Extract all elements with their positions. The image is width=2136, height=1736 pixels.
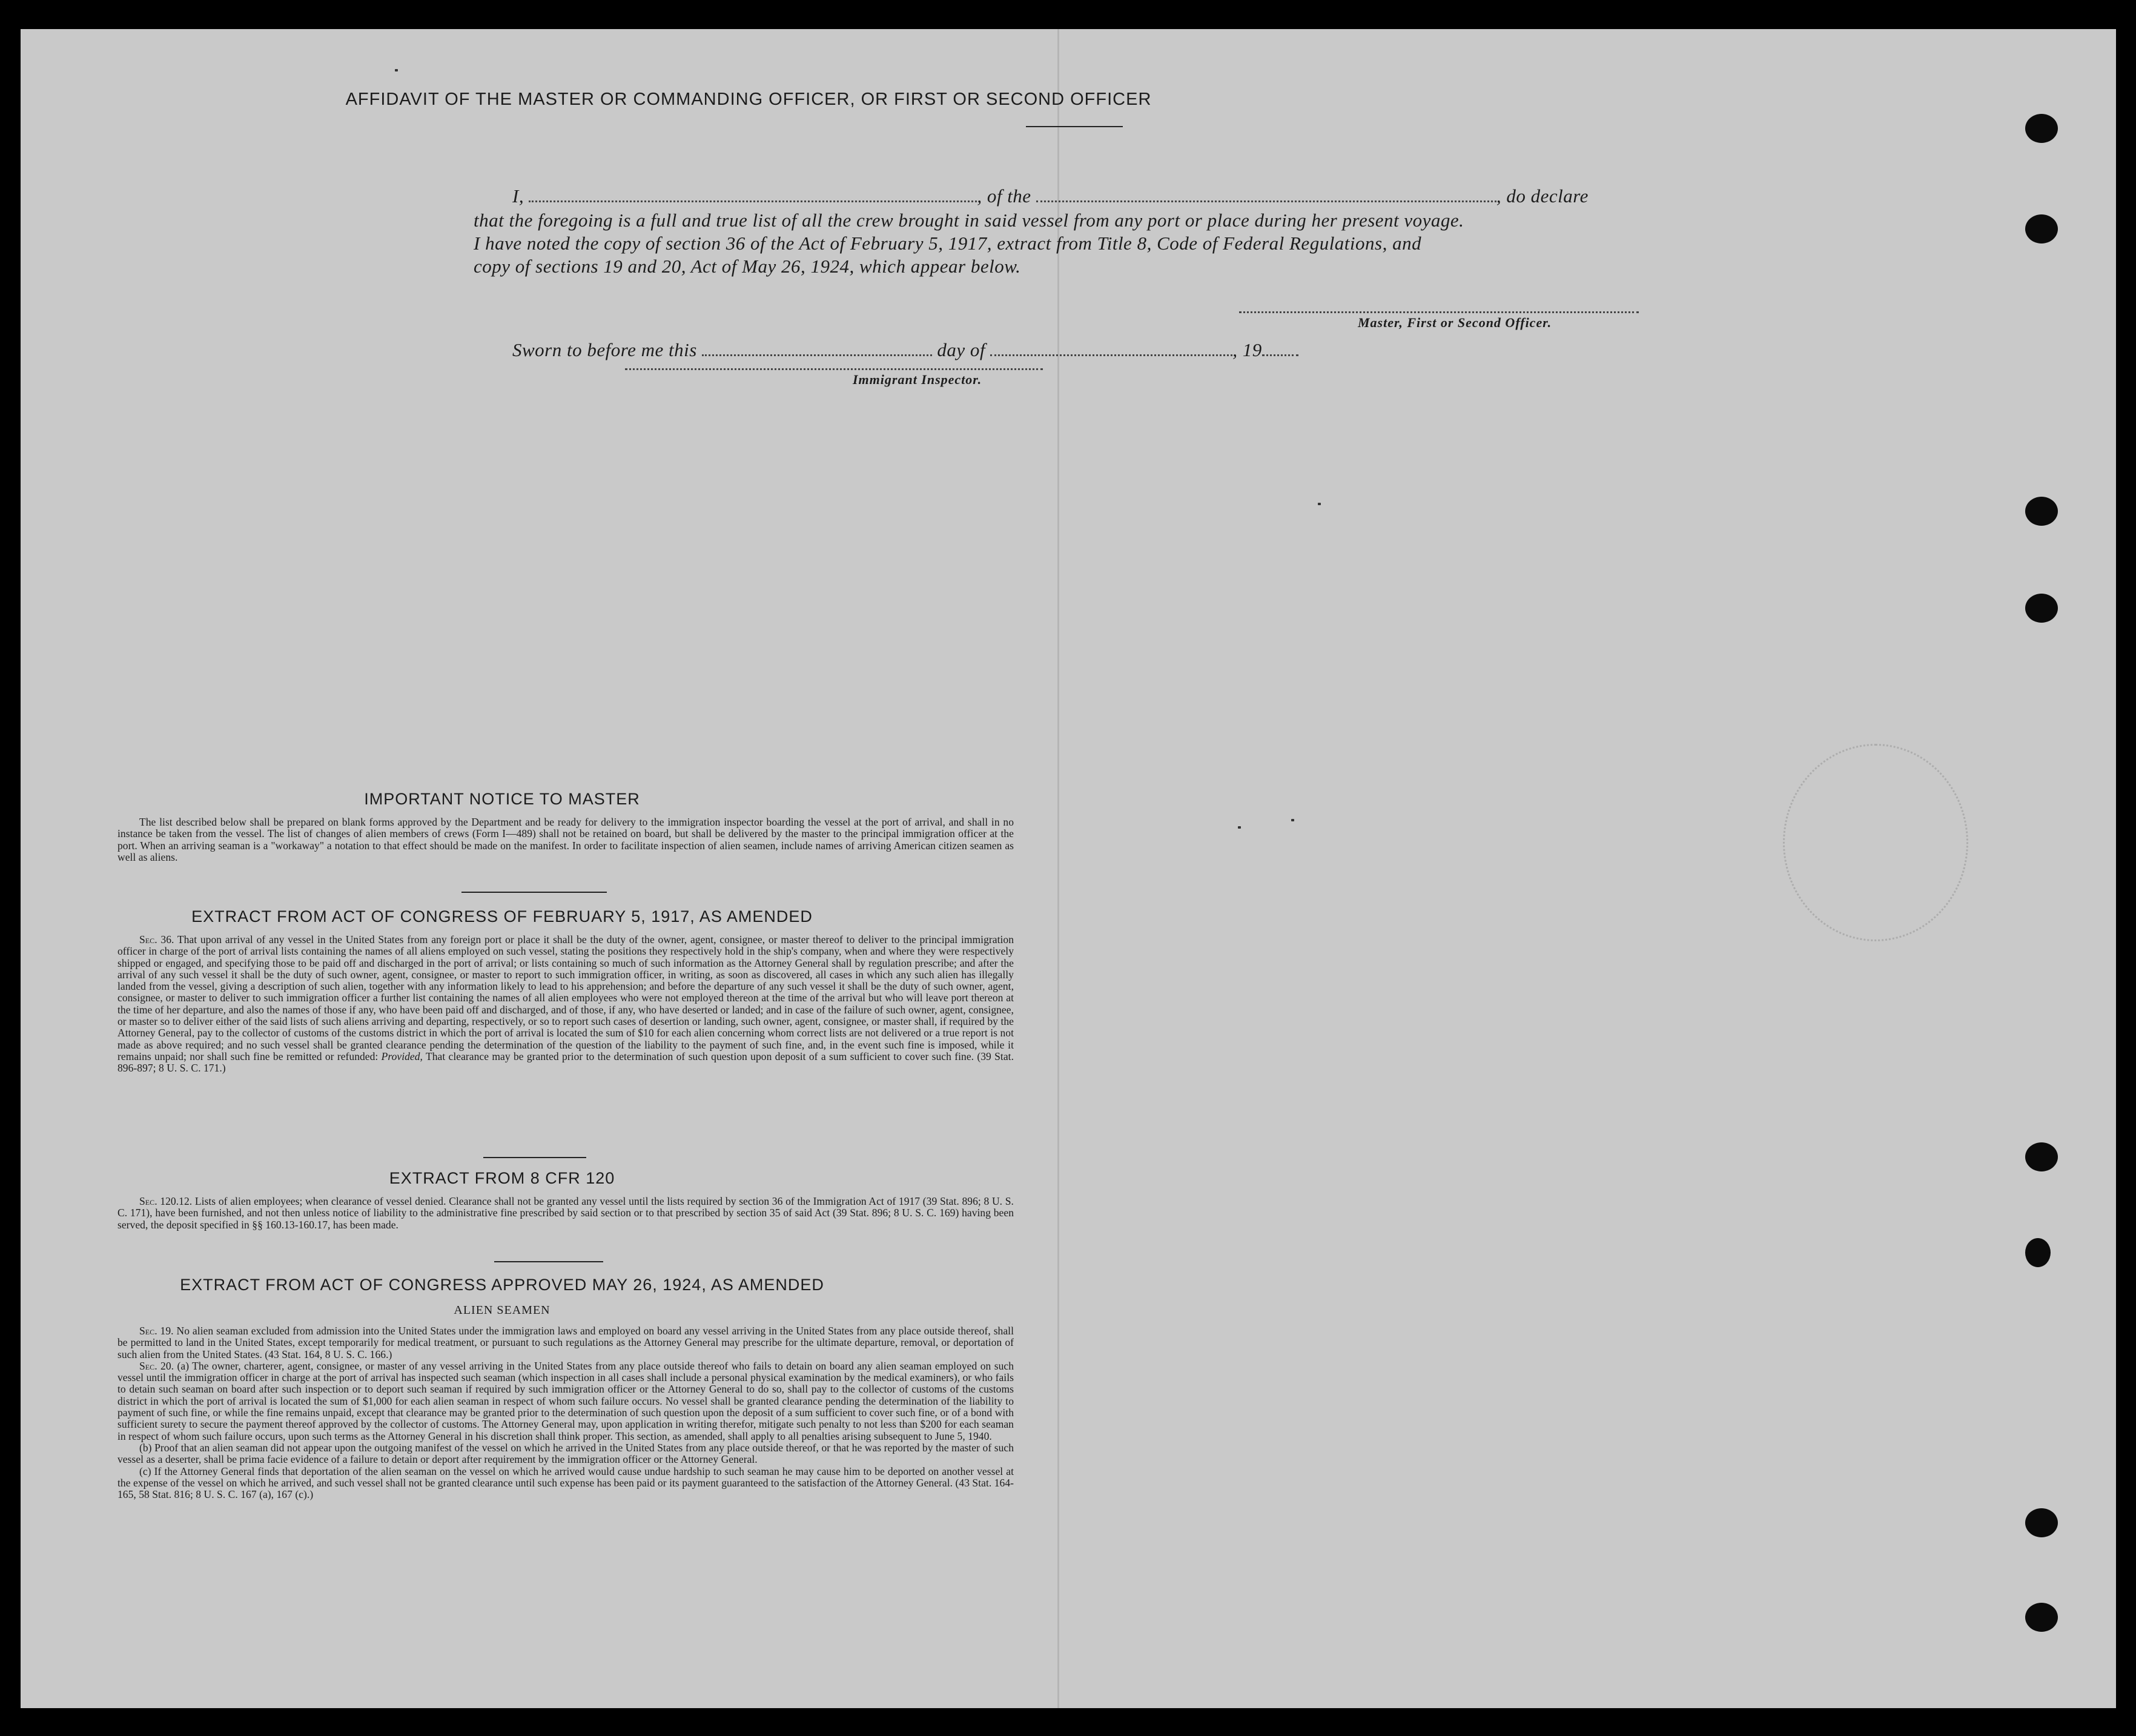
alien-seamen-subheading: ALIEN SEAMEN <box>454 1304 551 1317</box>
section-120-12-paragraph <box>117 1196 1014 1231</box>
punch-hole <box>2025 1603 2058 1632</box>
declaration-i: I, <box>512 185 524 207</box>
year-field-line <box>1262 354 1298 356</box>
proviso-word: Provided, <box>381 1050 423 1062</box>
divider <box>483 1157 586 1158</box>
section-120-12-text: Lists of alien employees; when clearance of vessel denied. Clearance shall not be granted any vessel until the lists required by section 36 of the Immigration Act of 1917 (39 Stat. 896; 8 U. S. C. 171), have been furnished, and not then unless notice of liability to the administrative fine prescribed by said section or to that prescribed by section 35 of said Act (39 Stat. 896; 8 U. S. C. 169) having been served, the deposit specified in §§ 160.13-160.17, has been made. <box>117 1195 1014 1231</box>
master-signature-line <box>1239 311 1639 313</box>
section-20-text: (a) The owner, charterer, agent, consignee, or master of any vessel arriving in the United States from any place outside thereof who fails to detain on board any alien seaman employed on such vessel until the immigration officer in charge at the port of arrival has inspected such seaman (which inspection in all cases shall include a personal physical examination by the medical examiners), or who fails to detain such seaman on board after such inspection or to deport such seaman if required by such immigration officer or the Attorney General to do so, shall pay to the collector of customs of the customs district in which the port of arrival is located the sum of $1,000 for each alien seaman in respect of whom such failure occurs. No vessel shall be granted clearance pending the determination of the liability to payment of such fine, or while the fine remains unpaid, except that clearance may be granted prior to the determination of such question upon the deposit of a sum sufficient to cover such fine, or of a bond with sufficient surety to secure the payment thereof approved by the collector of customs. The Attorney General may, upon application in writing therefor, mitigate such penalty to not less than $200 for each seaman in respect of whom such failure occurs, upon such terms as the Attorney General in his discretion shall think proper. This section, as amended, shall apply to all penalties arising subsequent to June 5, 1940. <box>117 1359 1014 1442</box>
punch-hole <box>2025 214 2058 244</box>
divider <box>1026 126 1123 127</box>
master-signature-label: Master, First or Second Officer. <box>1358 315 1552 330</box>
extract-1924-text <box>117 1325 1014 1500</box>
divider <box>494 1261 603 1262</box>
document-page <box>21 29 2116 1708</box>
page-fold <box>1057 29 1059 1708</box>
sworn-day-of: day of <box>937 339 985 360</box>
section-20-label: Sec. 20. <box>139 1359 174 1372</box>
declaration-of-the: , of the <box>977 185 1031 207</box>
month-field-line <box>990 354 1232 356</box>
section-19-text: No alien seaman excluded from admission into the United States under the immigration laws and employed on board any vessel arriving in the United States from any place outside thereof, shall be permitted to land in the United States, except temporarily for medical treatment, or pursuant to such regulations as the Attorney General may prescribe for the ultimate departure, removal, or deportation of such alien from the United States. (43 Stat. 164, 8 U. S. C. 166.) <box>117 1325 1014 1360</box>
sworn-line <box>512 339 1298 361</box>
extract-1917-heading: EXTRACT FROM ACT OF CONGRESS OF FEBRUARY 5, 1917, AS AMENDED <box>191 907 813 926</box>
section-36-text-end: That clearance may be granted prior to the determination of such question upon deposit of a sum sufficient to cover such fine. (39 Stat. 896-897; 8 U. S. C. 171.) <box>117 1050 1014 1075</box>
section-36-paragraph <box>117 934 1014 1075</box>
section-120-12-label: Sec. 120.12. <box>139 1195 193 1207</box>
vessel-field-line <box>1036 200 1496 202</box>
faint-stamp-mark <box>1783 744 1968 941</box>
punch-hole <box>2025 1142 2058 1171</box>
punch-hole <box>2025 1238 2051 1267</box>
name-field-line <box>529 200 977 202</box>
divider <box>461 892 607 893</box>
extract-cfr-text <box>117 1196 1014 1231</box>
affidavit-title: AFFIDAVIT OF THE MASTER OR COMMANDING OFFICER, OR FIRST OR SECOND OFFICER <box>345 90 1152 109</box>
notice-paragraph: The list described below shall be prepared on blank forms approved by the Department and be ready for delivery to the immigration inspector boarding the vessel at the port of arrival, and shall in no instance be taken from the vessel. The list of changes of alien members of crews (Form I—489) shall not be retained on board, but shall be delivered by the master to the principal immigration officer at the port. When an arriving seaman is a "workaway" a notation to that effect should be made on the manifest. In order to facilitate inspection of alien seamen, include names of arriving American citizen seamen as well as aliens. <box>117 816 1014 863</box>
paragraph-b: (b) Proof that an alien seaman did not appear upon the outgoing manifest of the vessel on which he arrived in the United States from any place outside thereof, or that he was reported by the master of such vessel as a deserter, shall be prima facie evidence of a failure to detain or deport after requirement by the immigration officer or the Attorney General. <box>117 1441 1014 1466</box>
section-36-label: Sec. 36. <box>139 933 174 946</box>
paragraph-c: (c) If the Attorney General finds that deportation of the alien seaman on the vessel on which he arrived would cause undue hardship to such seaman he may cause him to be deported on another vessel at the expense of the vessel on which he arrived, and such vessel shall not be granted clearance until such expense has been paid or its payment guaranteed to the satisfaction of the Attorney General. (43 Stat. 164-165, 58 Stat. 816; 8 U. S. C. 167 (a), 167 (c).) <box>117 1465 1014 1501</box>
speck <box>1291 819 1294 821</box>
inspector-signature-line <box>625 368 1043 370</box>
declaration-line-1 <box>512 185 1589 207</box>
sworn-prefix: Sworn to before me this <box>512 339 697 360</box>
extract-1924-heading: EXTRACT FROM ACT OF CONGRESS APPROVED MAY 26, 1924, AS AMENDED <box>180 1276 824 1294</box>
day-field-line <box>702 354 932 356</box>
speck <box>395 69 398 71</box>
punch-hole <box>2025 497 2058 526</box>
extract-cfr-heading: EXTRACT FROM 8 CFR 120 <box>389 1169 615 1187</box>
sworn-year: , 19 <box>1232 339 1262 360</box>
declaration-line-2: that the foregoing is a full and true list of all the crew brought in said vessel from any port or place during her present voyage. <box>474 210 1464 231</box>
speck <box>1238 826 1241 829</box>
extract-1917-text <box>117 934 1014 1075</box>
punch-hole <box>2025 1508 2058 1537</box>
section-19-label: Sec. 19. <box>139 1325 174 1337</box>
section-36-text: That upon arrival of any vessel in the United States from any foreign port or place it shall be the duty of the owner, agent, consignee, or master thereof to deliver to the principal immigration officer in charge of the port of arrival lists containing the names of all aliens employed on such vessel, stating the positions they respectively hold in the ship's company, when and where they were respectively shipped or engaged, and specifying those to be paid off and discharged in the port of arrival; or lists containing so much of such information as the Attorney General shall by regulation prescribe; and after the arrival of any such vessel it shall be the duty of such owner, agent, consignee, or master to report to such immigration officer, in writing, as soon as discovered, all cases in which any such alien has illegally landed from the vessel, giving a description of such alien, together with any information likely to lead to his apprehension; and before the departure of any such vessel it shall be the duty of such owner, agent, consignee, or master to deliver to such immigration officer a further list containing the names of all alien employees who were not employed thereon at the time of the arrival but who will leave port thereon at the time of her departure, and also the names of those if any, who have been paid off and discharged, and of those, if any, who have deserted or landed; and in case of the failure of such owner, agent, consignee, or master so to deliver either of the said lists of such aliens arriving and departing, respectively, or so to report such cases of desertion or landing, such owner, agent, consignee, or master shall, if required by the Attorney General, pay to the collector of customs of the customs district in which the port of arrival is located the sum of $10 for each alien concerning whom correct lists are not delivered or a true report is not made as above required; and no such vessel shall be granted clearance pending the determination of the question of the liability to the payment of such fine, and, in the event such fine is imposed, while it remains unpaid; nor shall such fine be remitted or refunded: <box>117 933 1014 1062</box>
section-20-paragraph <box>117 1360 1014 1442</box>
declaration-line-4: copy of sections 19 and 20, Act of May 26, 1924, which appear below. <box>474 256 1021 277</box>
declaration-line-3: I have noted the copy of section 36 of the Act of February 5, 1917, extract from Title 8, Code of Federal Regulations, and <box>474 233 1422 254</box>
notice-text <box>117 817 1014 863</box>
declaration-declare: , do declare <box>1496 185 1589 207</box>
section-19-paragraph <box>117 1325 1014 1360</box>
inspector-signature-label: Immigrant Inspector. <box>853 372 982 387</box>
punch-hole <box>2025 114 2058 143</box>
notice-heading: IMPORTANT NOTICE TO MASTER <box>364 790 640 808</box>
speck <box>1318 503 1321 505</box>
punch-hole <box>2025 594 2058 623</box>
